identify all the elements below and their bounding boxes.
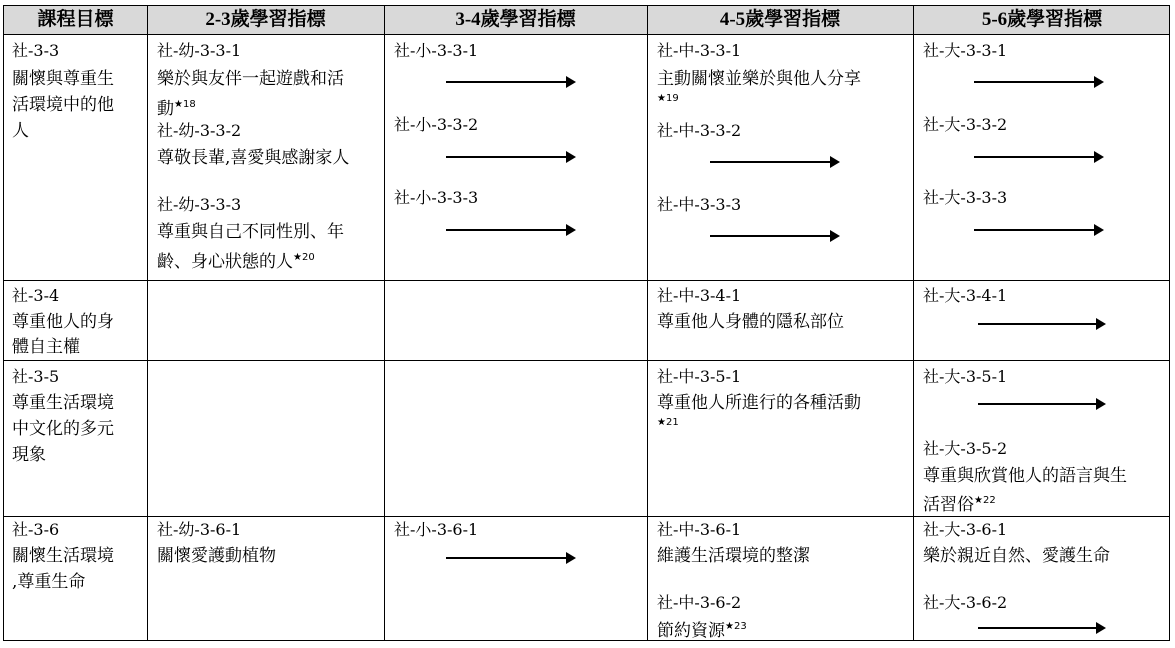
indicator-code: 社-大-3-5-2 [923, 439, 1008, 458]
indicator-code: 社-幼-3-6-1 [157, 520, 242, 539]
indicator-text: 尊敬長輩,喜愛與感謝家人 [157, 148, 350, 168]
column-divider [384, 6, 385, 640]
indicator-code: 社-大-3-4-1 [923, 286, 1008, 305]
goal-text: 體自主權 [12, 337, 80, 357]
indicator-text: 維護生活環境的整潔 [657, 546, 810, 566]
indicator-text: 尊重與自己不同性別、年 [157, 222, 344, 242]
footnote-star: ★23 [725, 621, 747, 632]
indicator-code: 社-大-3-3-2 [923, 115, 1008, 134]
footnote-star: ★22 [974, 495, 996, 506]
indicator-code: 社-中-3-3-2 [657, 121, 742, 140]
right-arrow-icon [710, 161, 838, 163]
column-divider [913, 6, 914, 640]
indicator-text [657, 86, 679, 116]
goal-text: 現象 [12, 445, 46, 465]
indicator-code: 社-幼-3-3-1 [157, 41, 242, 60]
right-arrow-icon [978, 403, 1104, 405]
indicator-code: 社-中-3-3-1 [657, 41, 742, 60]
goal-text: 關懷與尊重生 [12, 69, 114, 89]
indicator-text [657, 410, 679, 440]
indicator-code: 社-小-3-3-1 [394, 41, 479, 60]
right-arrow-icon [974, 156, 1102, 158]
goal-text: 中文化的多元 [12, 419, 114, 439]
indicator-text: 尊重與欣賞他人的語言與生 [923, 466, 1127, 486]
indicator-text: 節約資源$^{★23}$ [657, 621, 747, 641]
indicator-code: 社-中-3-4-1 [657, 286, 742, 305]
indicator-code: 社-中-3-6-1 [657, 520, 742, 539]
right-arrow-icon [446, 81, 574, 83]
footnote-star: ★20 [293, 252, 315, 263]
indicator-code: 社-中-3-5-1 [657, 367, 742, 386]
indicator-code: 社-幼-3-3-2 [157, 121, 242, 140]
right-arrow-icon [974, 81, 1102, 83]
indicator-code: 社-小-3-6-1 [394, 520, 479, 539]
indicator-code: 社-大-3-3-3 [923, 188, 1008, 207]
indicator-text: 主動關懷並樂於與他人分享 [657, 69, 861, 89]
indicator-code: 社-小-3-3-3 [394, 188, 479, 207]
header-age-5-6: 5-6歲學習指標 [981, 9, 1103, 30]
indicator-code: 社-幼-3-3-3 [157, 195, 242, 214]
header-divider [4, 34, 1169, 35]
column-divider [147, 6, 148, 640]
indicator-code: 社-大-3-3-1 [923, 41, 1008, 60]
indicator-code: 社-小-3-3-2 [394, 115, 479, 134]
goal-text: 尊重生活環境 [12, 393, 114, 413]
goal-code: 社-3-6 [12, 520, 60, 539]
right-arrow-icon [978, 627, 1104, 629]
indicator-text: 尊重他人身體的隱私部位 [657, 312, 844, 332]
right-arrow-icon [710, 235, 838, 237]
goal-text: 活環境中的他 [12, 95, 114, 115]
indicator-text: 動$^{★18}$ [157, 99, 196, 119]
right-arrow-icon [446, 557, 574, 559]
header-curriculum-goal: 課程目標 [37, 9, 114, 30]
goal-text: 人 [12, 121, 29, 141]
header-age-2-3: 2-3歲學習指標 [205, 9, 326, 30]
indicator-code: 社-中-3-6-2 [657, 593, 742, 612]
right-arrow-icon [974, 229, 1102, 231]
footnote-star: ★18 [174, 99, 196, 110]
indicator-code: 社-大-3-6-1 [923, 520, 1008, 539]
right-arrow-icon [446, 156, 574, 158]
right-arrow-icon [446, 229, 574, 231]
indicator-code: 社-大-3-6-2 [923, 593, 1008, 612]
goal-code: 社-3-3 [12, 41, 60, 60]
right-arrow-icon [978, 323, 1104, 325]
goal-code: 社-3-4 [12, 286, 60, 305]
goal-text: 關懷生活環境 [12, 546, 114, 566]
goal-code: 社-3-5 [12, 367, 60, 386]
goal-text: ,尊重生命 [12, 572, 86, 592]
indicator-text: 齡、身心狀態的人$^{★20}$ [157, 252, 315, 272]
indicator-code: 社-大-3-5-1 [923, 367, 1008, 386]
column-divider [647, 6, 648, 640]
learning-indicators-table [3, 5, 1170, 641]
row-divider [4, 280, 1169, 281]
indicator-text: 活習俗$^{★22}$ [923, 495, 996, 515]
indicator-text: 樂於親近自然、愛護生命 [923, 546, 1110, 566]
header-age-4-5: 4-5歲學習指標 [719, 9, 841, 30]
indicator-code: 社-中-3-3-3 [657, 195, 742, 214]
goal-text: 尊重他人的身 [12, 312, 114, 332]
header-age-3-4: 3-4歲學習指標 [455, 9, 576, 30]
footnote-star: ★19 [657, 93, 679, 104]
indicator-text: 關懷愛護動植物 [157, 546, 276, 566]
footnote-star: ★21 [657, 417, 679, 428]
indicator-text: 樂於與友伴一起遊戲和活 [157, 69, 344, 89]
indicator-text: 尊重他人所進行的各種活動 [657, 393, 861, 413]
row-divider [4, 360, 1169, 361]
